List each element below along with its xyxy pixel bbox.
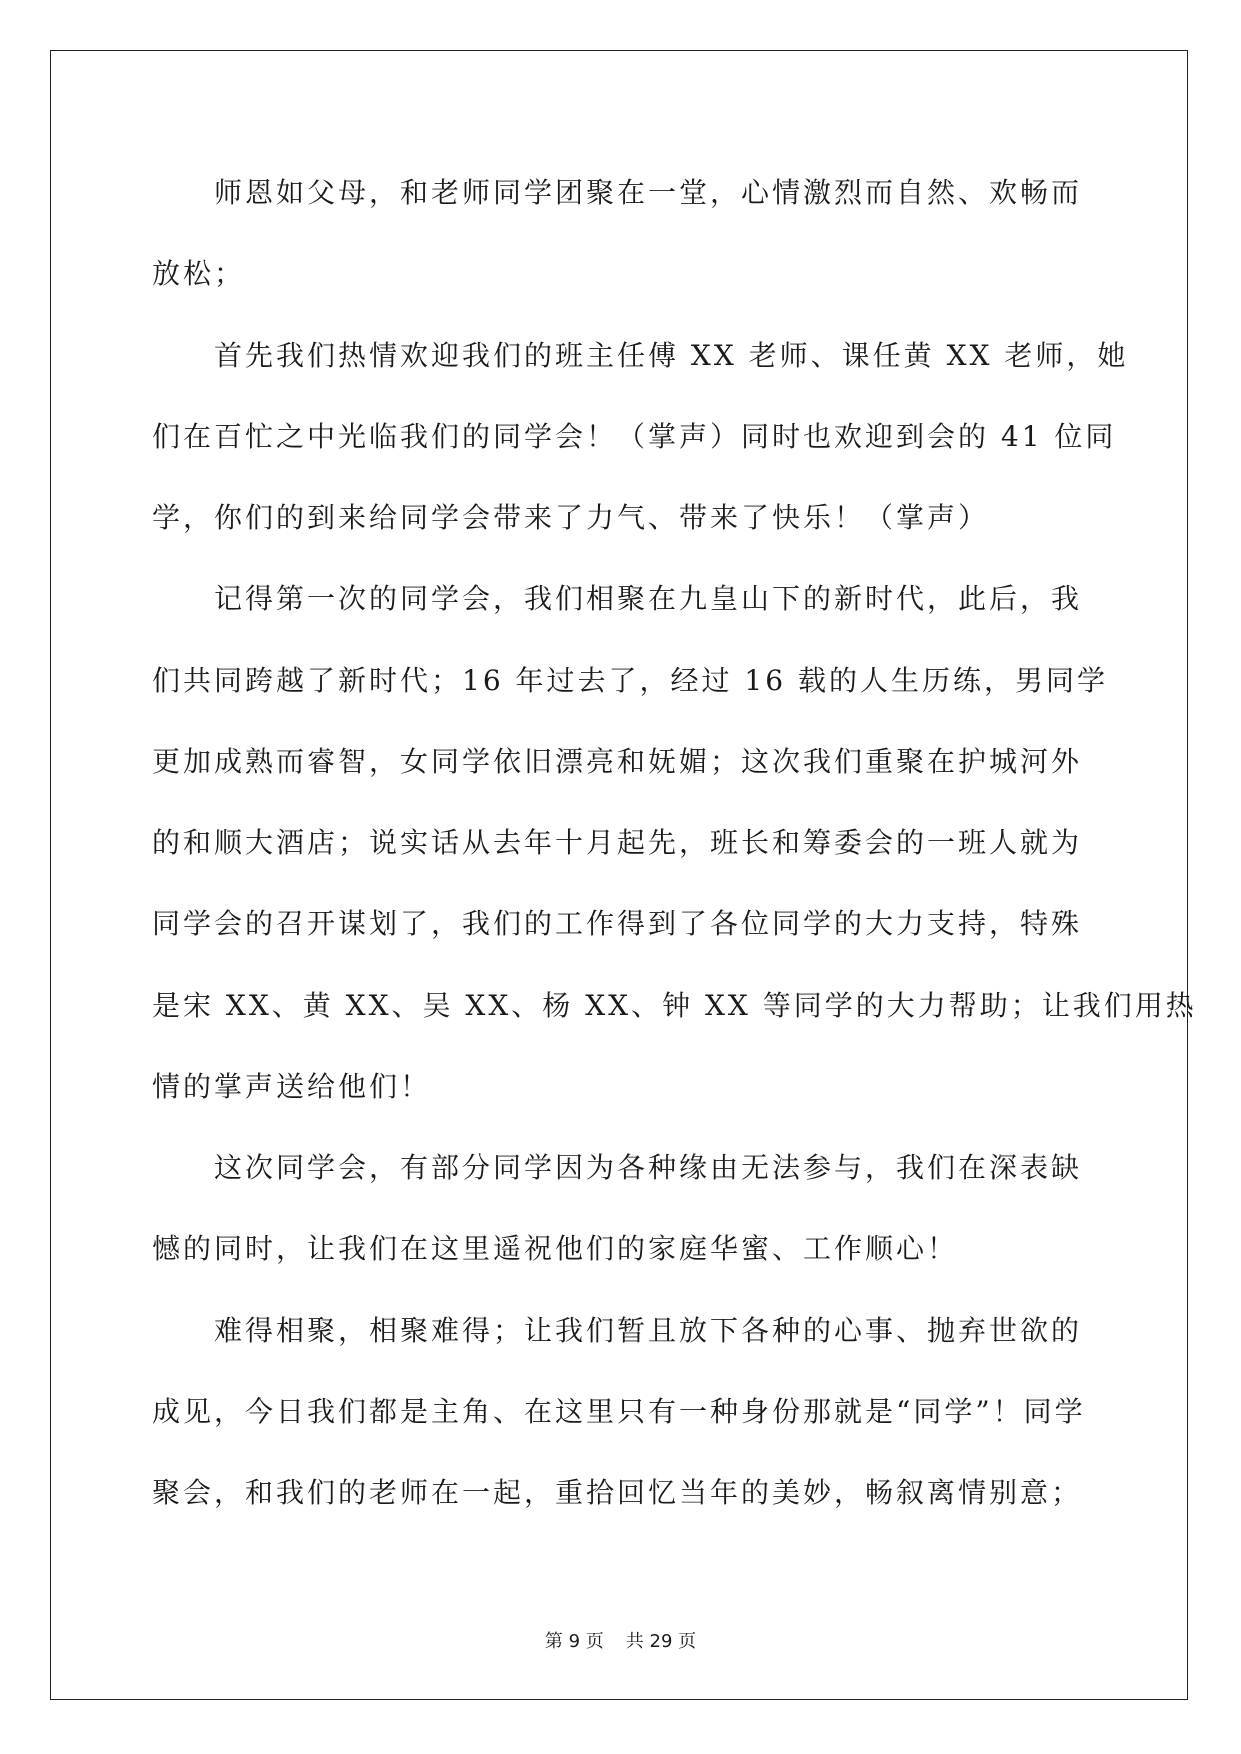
text-line: 同学会的召开谋划了，我们的工作得到了各位同学的大力支持，特殊: [152, 907, 1083, 941]
page-total: 共 29 页: [625, 1631, 697, 1652]
text-line: 聚会，和我们的老师在一起，重拾回忆当年的美妙，畅叙离情别意；: [152, 1476, 1083, 1509]
text-line: 首先我们热情欢迎我们的班主任傅 XX 老师、课任黄 XX 老师，她: [152, 338, 1129, 372]
page-footer: [0, 1630, 1241, 1654]
text-line: 学，你们的到来给同学会带来了力气、带来了快乐！（掌声）: [152, 501, 990, 534]
text-line: 们在百忙之中光临我们的同学会！（掌声）同时也欢迎到会的 41 位同: [152, 419, 1117, 453]
text-line: 情的掌声送给他们！: [152, 1069, 432, 1103]
page-number: 第 9 页: [544, 1631, 604, 1652]
text-line: 成见，今日我们都是主角、在这里只有一种身份那就是“同学”！同学: [152, 1394, 1086, 1428]
text-line: 的和顺大酒店；说实话从去年十月起先，班长和筹委会的一班人就为: [152, 826, 1083, 859]
text-line: 放松；: [152, 257, 246, 291]
document-body: [152, 152, 1197, 1533]
text-line: 师恩如父母，和老师同学团聚在一堂，心情激烈而自然、欢畅而: [152, 176, 1083, 209]
text-line: 们共同跨越了新时代；16 年过去了，经过 16 载的人生历练，男同学: [152, 663, 1108, 697]
text-line: 更加成熟而睿智，女同学依旧漂亮和妩媚；这次我们重聚在护城河外: [152, 744, 1083, 778]
text-line: 难得相聚，相聚难得；让我们暂且放下各种的心事、抛弃世欲的: [152, 1313, 1083, 1347]
text-line: 是宋 XX、黄 XX、吴 XX、杨 XX、钟 XX 等同学的大力帮助；让我们用热: [152, 988, 1197, 1022]
text-line: 这次同学会，有部分同学因为各种缘由无法参与，我们在深表缺: [152, 1151, 1083, 1184]
text-line: 记得第一次的同学会，我们相聚在九皇山下的新时代，此后，我: [152, 582, 1083, 616]
text-line: 憾的同时，让我们在这里遥祝他们的家庭华蜜、工作顺心！: [152, 1232, 959, 1266]
